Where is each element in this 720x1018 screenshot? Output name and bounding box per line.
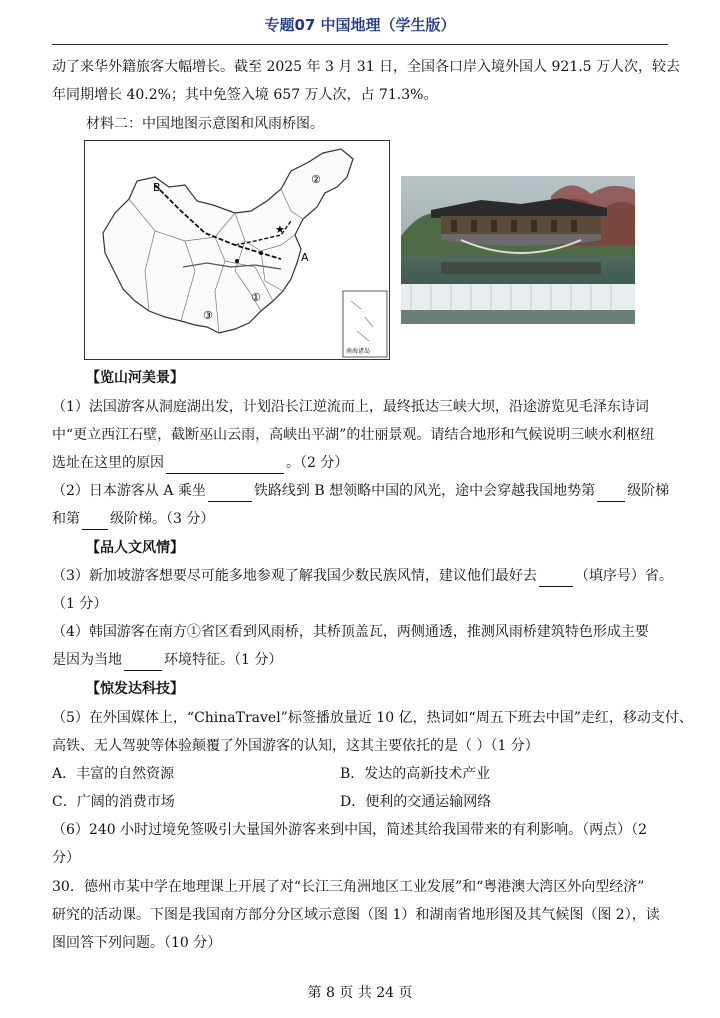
- q5-line-1: （5）在外国媒体上，“ChinaTravel”标签播放量近 10 亿，热词如“周五下班去中国”走红，移动支付、: [52, 710, 693, 726]
- map-label-a: A: [301, 251, 309, 264]
- answer-blank[interactable]: [82, 513, 108, 530]
- q2-line-1: [52, 480, 672, 502]
- q2-line-1a: （2）日本游客从 A 乘坐: [52, 483, 206, 499]
- q4-line-2: [52, 649, 672, 671]
- q5-option-d[interactable]: D．便利的交通运输网络: [340, 794, 492, 810]
- map-label-2: ②: [311, 173, 321, 186]
- answer-blank[interactable]: [539, 570, 573, 587]
- q30-line-3: 图回答下列问题。（10 分）: [52, 935, 222, 951]
- map-label-1: ①: [251, 291, 261, 304]
- answer-blank[interactable]: [166, 457, 284, 474]
- map-label-3: ③: [203, 309, 213, 322]
- q5-option-a[interactable]: A．丰富的自然资源: [52, 766, 175, 782]
- q1-line-3a: 选址在这里的原因: [52, 455, 164, 471]
- bridge-photo-svg: [401, 176, 635, 324]
- material-2-caption: 材料二：中国地图示意图和风雨桥图。: [86, 116, 324, 132]
- intro-line-1: 动了来华外籍旅客大幅增长。截至 2025 年 3 月 31 日，全国各口岸入境外国人 921.5 万人次，较去: [52, 59, 681, 75]
- q5-line-2: 高铁、无人驾驶等体验颠覆了外国游客的认知，这其主要依托的是（ ）（1 分）: [52, 738, 539, 754]
- q1-line-3b: 。（2 分）: [286, 455, 349, 471]
- q2-line-2b: 级阶梯。（3 分）: [110, 511, 215, 527]
- q2-line-2a: 和第: [52, 511, 80, 527]
- q3-line-1: [52, 565, 672, 587]
- q4-line-2a: 是因为当地: [52, 652, 122, 668]
- q1-line-1: （1）法国游客从洞庭湖出发，计划沿长江逆流而上，最终抵达三峡大坝，沿途游览见毛泽东诗词: [52, 399, 649, 415]
- q5-option-c[interactable]: C．广阔的消费市场: [52, 794, 175, 810]
- answer-blank[interactable]: [208, 485, 252, 502]
- q30-line-2: 研究的活动课。下图是我国南方部分分区域示意图（图 1）和湖南省地形图及其气候图（图 2），读: [52, 907, 660, 923]
- china-map-svg: [85, 141, 389, 359]
- header-rule: [52, 44, 668, 45]
- inset-label: 南海诸岛: [346, 348, 371, 355]
- answer-blank[interactable]: [597, 485, 625, 502]
- q6-line-1: （6）240 小时过境免签吸引大量国外游客来到中国，简述其给我国带来的有利影响。（两点）（2: [52, 822, 647, 838]
- star-icon: ★: [275, 223, 285, 236]
- map-label-b: B: [153, 181, 161, 194]
- page-header: 专题07 中国地理（学生版）: [264, 16, 456, 34]
- section-heading-3: 【惊发达科技】: [86, 681, 184, 697]
- q6-line-2: 分）: [52, 850, 80, 866]
- q1-line-3: [52, 452, 672, 474]
- page-footer: 第 8 页 共 24 页: [307, 985, 413, 1001]
- intro-line-2: 年同期增长 40.2%；其中免签入境 657 万人次，占 71.3%。: [52, 87, 438, 103]
- q2-line-2: [52, 508, 672, 530]
- q4-line-1: （4）韩国游客在南方①省区看到风雨桥，其桥顶盖瓦，两侧通透，推测风雨桥建筑特色形成主要: [52, 624, 649, 640]
- q2-line-1c: 级阶梯: [627, 483, 670, 499]
- q3-line-1a: （3）新加坡游客想要尽可能多地参观了解我国少数民族风情，建议他们最好去: [52, 568, 537, 584]
- answer-blank[interactable]: [124, 654, 162, 671]
- q2-line-1b: 铁路线到 B 想领略中国的风光，途中会穿越我国地势第: [253, 483, 596, 499]
- q5-option-b[interactable]: B．发达的高新技术产业: [340, 766, 491, 782]
- section-heading-1: 【览山河美景】: [86, 370, 184, 386]
- q30-line-1: 30．德州市某中学在地理课上开展了对“长江三角洲地区工业发展”和“粤港澳大湾区外向型经济”: [52, 879, 645, 895]
- q3-line-1b: （填序号）省。: [574, 568, 673, 584]
- section-heading-2: 【品人文风情】: [86, 540, 184, 556]
- china-map-figure: [84, 140, 390, 360]
- q4-line-2b: 环境特征。（1 分）: [164, 652, 283, 668]
- q3-line-2: （1 分）: [52, 596, 108, 612]
- q1-line-2: 中“更立西江石壁，截断巫山云雨，高峡出平湖”的壮丽景观。请结合地形和气候说明三峡水利枢纽: [52, 427, 655, 443]
- wind-rain-bridge-photo: [401, 176, 635, 324]
